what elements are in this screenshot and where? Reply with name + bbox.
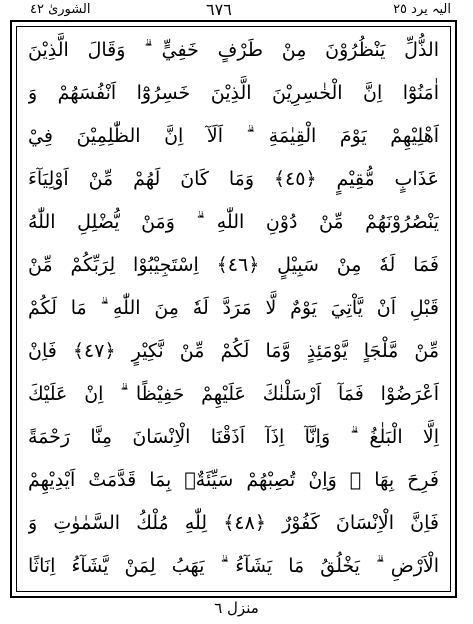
juz-name: الیہ یرد ٢٥ (393, 2, 451, 17)
text-line: الذُّلِّ يَنْظُرُوْنَ مِنْ طَرْفٍ خَفِيٍّ ۗ وَقَالَ الَّذِيْنَ (28, 39, 439, 61)
surah-name: الشوریٰ ٤٢ (30, 2, 91, 17)
text-line: يَنْصُرُوْنَهُمْ مِّنْ دُوْنِ اللّٰهِ ۗ وَمَنْ يُّضْلِلِ اللّٰهُ (28, 211, 439, 233)
text-line: اَعْرَضُوْا فَمَآ اَرْسَلْنٰكَ عَلَيْهِمْ حَفِيْظًا ۗ اِنْ عَلَيْكَ (28, 383, 439, 405)
text-line: فَاِنَّ الْاِنْسَانَ كَفُوْرٌ ﴿٤٨﴾ لِلّٰهِ مُلْكُ السَّمٰوٰتِ وَ (28, 512, 439, 534)
text-line: اَهْلِيْهِمْ يَوْمَ الْقِيٰمَةِ ۗ اَلَآ اِنَّ الظّٰلِمِيْنَ فِيْ (28, 125, 439, 147)
page-number: ٦٧٦ (206, 0, 232, 19)
text-line: فَرِحَ بِهَا ۚ وَاِنْ تُصِبْهُمْ سَيِّئَةٌۢ بِمَا قَدَّمَتْ اَيْدِيْهِمْ (28, 469, 439, 491)
text-line: فَمَا لَهٗ مِنْ سَبِيْلٍ ﴿٤٦﴾ اِسْتَجِيْبُوْا لِرَبِّكُمْ مِّنْ (28, 254, 439, 276)
text-line: اِلَّا الْبَلٰغُ ۗ وَاِنَّآ اِذَآ اَذَقْنَا الْاِنْسَانَ مِنَّا رَحْمَةً (28, 426, 439, 448)
text-line: مِّنْ مَّلْجَاٍ يَّوْمَئِذٍ وَّمَا لَكُمْ مِّنْ نَّكِيْرٍ ﴿٤٧﴾ فَاِنْ (28, 340, 439, 362)
text-line: الْاَرْضِ ۗ يَخْلُقُ مَا يَشَآءُ ۗ يَهَبُ لِمَنْ يَّشَآءُ اِنَاثًا (28, 555, 439, 577)
text-line: عَذَابٍ مُّقِيْمٍ ﴿٤٥﴾ وَمَا كَانَ لَهُمْ مِّنْ اَوْلِيَآءَ (28, 168, 439, 190)
manzil-label: منزل ٦ (214, 599, 259, 617)
text-line: اٰمَنُوْٓا اِنَّ الْخٰسِرِيْنَ الَّذِيْنَ خَسِرُوْٓا اَنْفُسَهُمْ وَ (28, 82, 439, 104)
text-line: قَبْلِ اَنْ يَّاْتِيَ يَوْمٌ لَّا مَرَدَّ لَهٗ مِنَ اللّٰهِ ۗ مَا لَكُمْ (28, 297, 439, 319)
